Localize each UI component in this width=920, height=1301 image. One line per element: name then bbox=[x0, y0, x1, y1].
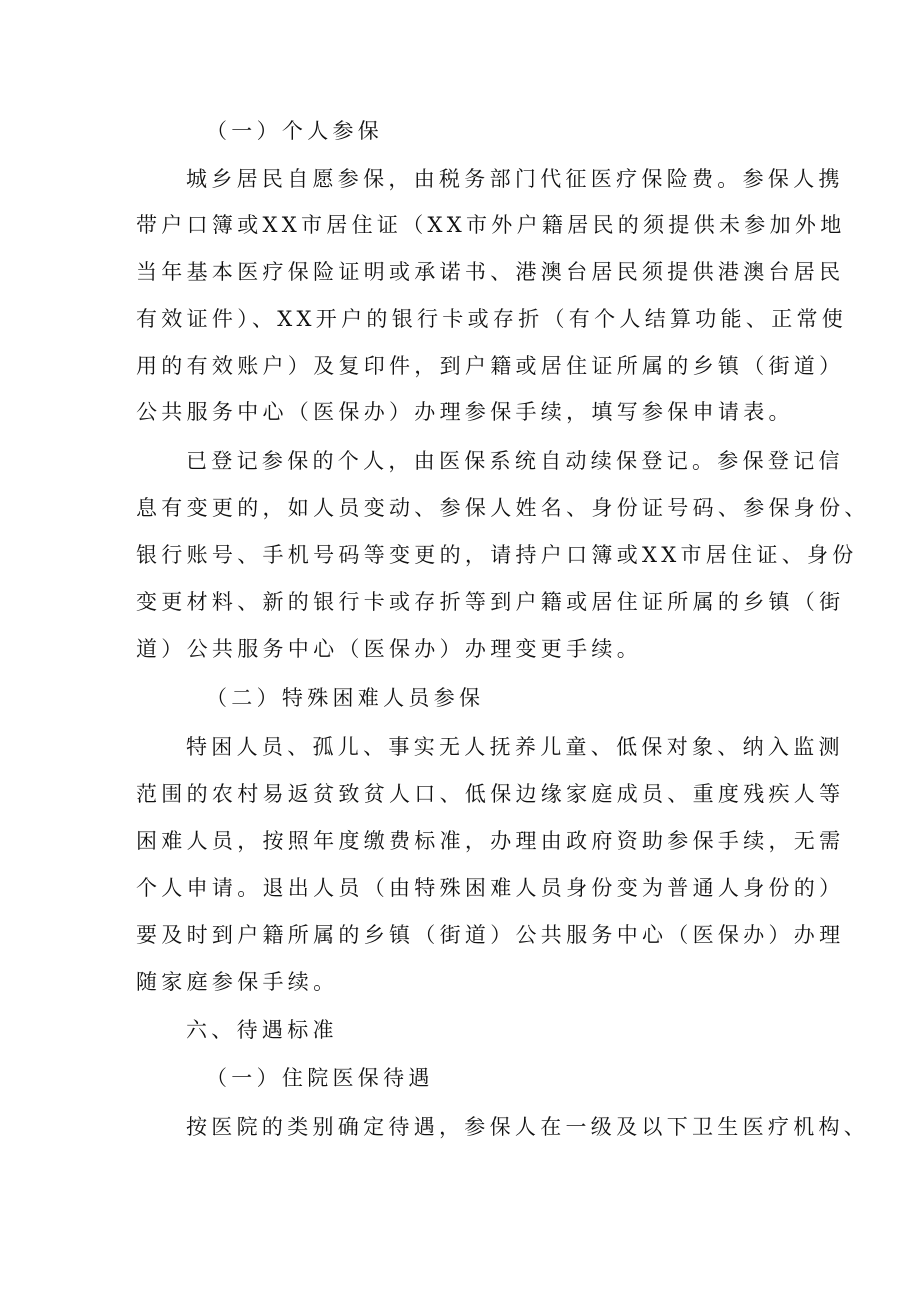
paragraph-line: 带户口簿或XX市居住证（XX市外户籍居民的须提供未参加外地 bbox=[136, 213, 846, 237]
paragraph-line: 银行账号、手机号码等变更的，请持户口簿或XX市居住证、身份 bbox=[136, 543, 858, 567]
paragraph-line: 道）公共服务中心（医保办）办理变更手续。 bbox=[136, 637, 642, 661]
paragraph-line: 按医院的类别确定待遇，参保人在一级及以下卫生医疗机构、 bbox=[186, 1115, 870, 1139]
paragraph-line: 个人申请。退出人员（由特殊困难人员身份变为普通人身份的） bbox=[136, 876, 845, 900]
paragraph-line: 息有变更的，如人员变动、参保人姓名、身份证号码、参保身份、 bbox=[136, 496, 870, 520]
paragraph-line: 范围的农村易返贫致贫人口、低保边缘家庭成员、重度残疾人等 bbox=[136, 782, 845, 806]
section-heading-personal-enrollment: （一）个人参保 bbox=[206, 119, 384, 143]
paragraph-line: 要及时到户籍所属的乡镇（街道）公共服务中心（医保办）办理 bbox=[136, 923, 845, 947]
section-heading-inpatient-benefits: （一）住院医保待遇 bbox=[206, 1066, 434, 1090]
paragraph-line: 困难人员，按照年度缴费标准，办理由政府资助参保手续，无需 bbox=[136, 829, 845, 853]
paragraph-line: 变更材料、新的银行卡或存折等到户籍或居住证所属的乡镇（街 bbox=[136, 590, 845, 614]
paragraph-line: 公共服务中心（医保办）办理参保手续，填写参保申请表。 bbox=[136, 400, 794, 424]
section-heading-special-hardship: （二）特殊困难人员参保 bbox=[206, 686, 485, 710]
paragraph-line: 有效证件）、XX开户的银行卡或存折（有个人结算功能、正常使 bbox=[136, 307, 848, 331]
paragraph-line: 用的有效账户）及复印件，到户籍或居住证所属的乡镇（街道） bbox=[136, 354, 845, 378]
paragraph-line: 已登记参保的个人，由医保系统自动续保登记。参保登记信 bbox=[186, 449, 844, 473]
paragraph-line: 城乡居民自愿参保，由税务部门代征医疗保险费。参保人携 bbox=[186, 167, 844, 191]
paragraph-line: 特困人员、孤儿、事实无人抚养儿童、低保对象、纳入监测 bbox=[186, 735, 844, 759]
paragraph-line: 当年基本医疗保险证明或承诺书、港澳台居民须提供港澳台居民 bbox=[136, 260, 845, 284]
section-heading-benefits: 六、待遇标准 bbox=[186, 1018, 338, 1042]
paragraph-line: 随家庭参保手续。 bbox=[136, 970, 339, 994]
